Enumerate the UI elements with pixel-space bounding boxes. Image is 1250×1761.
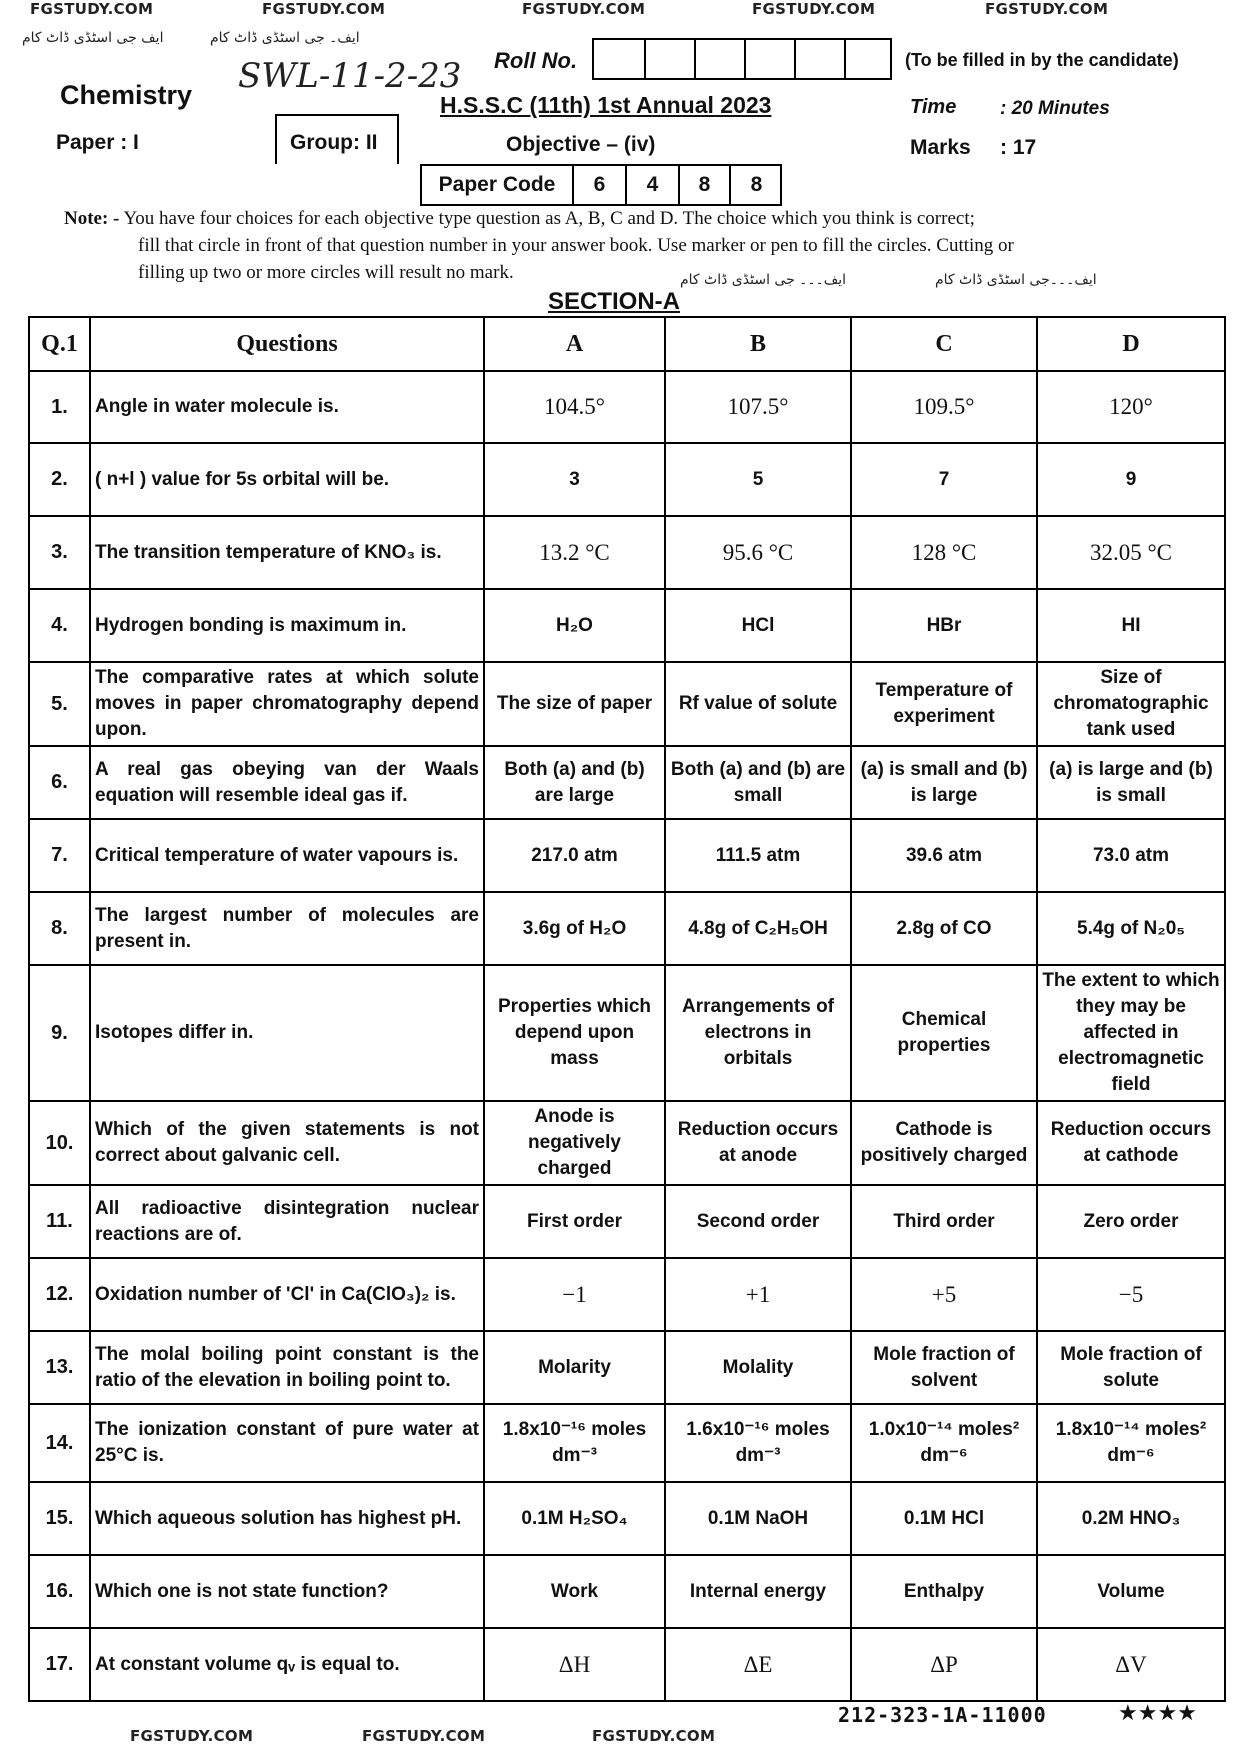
question-text: At constant volume qᵥ is equal to. bbox=[90, 1628, 484, 1701]
option-b: Molality bbox=[665, 1331, 851, 1404]
option-a: 13.2 °C bbox=[484, 516, 665, 589]
question-text: The largest number of molecules are present in. bbox=[90, 892, 484, 965]
roll-label: Roll No. bbox=[494, 48, 578, 73]
paper-code-label: Paper Code bbox=[438, 173, 556, 196]
option-a: H₂O bbox=[484, 589, 665, 662]
paper-label: Paper : I bbox=[56, 131, 139, 154]
fill-note: (To be filled in by the candidate) bbox=[905, 50, 1179, 70]
watermark-top-1: FGSTUDY.COM bbox=[30, 0, 154, 18]
question-row bbox=[29, 589, 1225, 662]
question-number: 6. bbox=[29, 746, 90, 819]
question-number: 15. bbox=[29, 1482, 90, 1555]
header-questions: Questions bbox=[90, 317, 484, 371]
group-label: Group: II bbox=[290, 131, 378, 154]
option-d: Reduction occurs at cathode bbox=[1037, 1101, 1225, 1185]
option-a: Anode is negatively charged bbox=[484, 1101, 665, 1185]
option-d: Zero order bbox=[1037, 1185, 1225, 1258]
question-number: 8. bbox=[29, 892, 90, 965]
option-d: −5 bbox=[1037, 1258, 1225, 1331]
option-a: 3 bbox=[484, 443, 665, 516]
question-number: 11. bbox=[29, 1185, 90, 1258]
question-text: Hydrogen bonding is maximum in. bbox=[90, 589, 484, 662]
watermark-top-4: FGSTUDY.COM bbox=[752, 0, 876, 18]
option-a: −1 bbox=[484, 1258, 665, 1331]
option-d: 1.8x10⁻¹⁴ moles² dm⁻⁶ bbox=[1037, 1404, 1225, 1482]
table-header-row bbox=[29, 317, 1225, 371]
handwritten-code: SWL-11-2-23 bbox=[238, 56, 462, 96]
question-text: Oxidation number of 'Cl' in Ca(ClO₃)₂ is. bbox=[90, 1258, 484, 1331]
board-title: H.S.S.C (11th) 1st Annual 2023 bbox=[440, 92, 772, 118]
question-number: 2. bbox=[29, 443, 90, 516]
question-number: 1. bbox=[29, 371, 90, 443]
question-text: All radioactive disintegration nuclear reactions are of. bbox=[90, 1185, 484, 1258]
option-a: Work bbox=[484, 1555, 665, 1628]
question-text: Critical temperature of water vapours is. bbox=[90, 819, 484, 892]
option-b: 1.6x10⁻¹⁶ moles dm⁻³ bbox=[665, 1404, 851, 1482]
subject-title: Chemistry bbox=[60, 80, 193, 110]
option-d: 73.0 atm bbox=[1037, 819, 1225, 892]
option-c: 1.0x10⁻¹⁴ moles² dm⁻⁶ bbox=[851, 1404, 1037, 1482]
option-c: 2.8g of CO bbox=[851, 892, 1037, 965]
question-row bbox=[29, 746, 1225, 819]
question-row bbox=[29, 443, 1225, 516]
option-c: Third order bbox=[851, 1185, 1037, 1258]
question-row bbox=[29, 965, 1225, 1101]
footer-code: 212-323-1A-11000 bbox=[838, 1703, 1047, 1727]
question-row bbox=[29, 662, 1225, 746]
option-d: 0.2M HNO₃ bbox=[1037, 1482, 1225, 1555]
question-row bbox=[29, 1628, 1225, 1701]
watermark-top-3: FGSTUDY.COM bbox=[522, 0, 646, 18]
roll-number-boxes[interactable] bbox=[592, 38, 892, 80]
question-row bbox=[29, 371, 1225, 443]
option-d: 5.4g of N₂0₅ bbox=[1037, 892, 1225, 965]
option-b: 107.5° bbox=[665, 371, 851, 443]
header-option-b: B bbox=[665, 317, 851, 371]
option-a: Both (a) and (b) are large bbox=[484, 746, 665, 819]
question-row bbox=[29, 1258, 1225, 1331]
question-number: 13. bbox=[29, 1331, 90, 1404]
time-label: Time bbox=[910, 96, 957, 118]
header-option-a: A bbox=[484, 317, 665, 371]
option-d: ΔV bbox=[1037, 1628, 1225, 1701]
option-c: Cathode is positively charged bbox=[851, 1101, 1037, 1185]
marks-value: : 17 bbox=[1000, 136, 1037, 159]
option-b: 95.6 °C bbox=[665, 516, 851, 589]
option-c: 0.1M HCl bbox=[851, 1482, 1037, 1555]
option-a: Properties which depend upon mass bbox=[484, 965, 665, 1101]
paper-code-digit: 8 bbox=[729, 166, 782, 204]
question-number: 9. bbox=[29, 965, 90, 1101]
question-row bbox=[29, 819, 1225, 892]
watermark-top-5: FGSTUDY.COM bbox=[985, 0, 1109, 18]
note-line-2: fill that circle in front of that question number in your answer book. Use marker or pen to fill the circles. Cutting or bbox=[138, 235, 1014, 256]
option-c: Chemical properties bbox=[851, 965, 1037, 1101]
option-b: Reduction occurs at anode bbox=[665, 1101, 851, 1185]
question-row bbox=[29, 516, 1225, 589]
time-value: : 20 Minutes bbox=[1000, 98, 1110, 119]
note-label: Note: - bbox=[64, 208, 120, 229]
option-b: Rf value of solute bbox=[665, 662, 851, 746]
question-text: Isotopes differ in. bbox=[90, 965, 484, 1101]
note-line-1: You have four choices for each objective type question as A, B, C and D. The choice which you think is correct; bbox=[123, 208, 975, 229]
question-text: A real gas obeying van der Waals equation will resemble ideal gas if. bbox=[90, 746, 484, 819]
option-a: The size of paper bbox=[484, 662, 665, 746]
note-line-3: filling up two or more circles will result no mark. bbox=[138, 262, 514, 283]
option-b: HCl bbox=[665, 589, 851, 662]
option-a: First order bbox=[484, 1185, 665, 1258]
option-b: +1 bbox=[665, 1258, 851, 1331]
question-number: 7. bbox=[29, 819, 90, 892]
option-b: Second order bbox=[665, 1185, 851, 1258]
option-a: 1.8x10⁻¹⁶ moles dm⁻³ bbox=[484, 1404, 665, 1482]
paper-code-box bbox=[420, 164, 782, 206]
objective-label: Objective – (iv) bbox=[506, 133, 656, 156]
option-d: HI bbox=[1037, 589, 1225, 662]
option-a: 104.5° bbox=[484, 371, 665, 443]
option-a: Molarity bbox=[484, 1331, 665, 1404]
option-c: ΔP bbox=[851, 1628, 1037, 1701]
option-c: Temperature of experiment bbox=[851, 662, 1037, 746]
option-c: HBr bbox=[851, 589, 1037, 662]
option-c: Mole fraction of solvent bbox=[851, 1331, 1037, 1404]
option-a: 0.1M H₂SO₄ bbox=[484, 1482, 665, 1555]
option-c: 39.6 atm bbox=[851, 819, 1037, 892]
question-row bbox=[29, 1101, 1225, 1185]
question-row bbox=[29, 1185, 1225, 1258]
question-row bbox=[29, 1331, 1225, 1404]
question-text: Which of the given statements is not correct about galvanic cell. bbox=[90, 1101, 484, 1185]
option-b: 4.8g of C₂H₅OH bbox=[665, 892, 851, 965]
question-number: 16. bbox=[29, 1555, 90, 1628]
question-row bbox=[29, 1404, 1225, 1482]
option-b: Arrangements of electrons in orbitals bbox=[665, 965, 851, 1101]
option-d: Volume bbox=[1037, 1555, 1225, 1628]
paper-code-digit: 6 bbox=[572, 166, 625, 204]
question-text: Angle in water molecule is. bbox=[90, 371, 484, 443]
option-b: 5 bbox=[665, 443, 851, 516]
paper-code-digit: 8 bbox=[678, 166, 729, 204]
questions-table bbox=[28, 316, 1226, 1702]
question-text: Which one is not state function? bbox=[90, 1555, 484, 1628]
watermark-urdu-2: ایف۔ جی اسٹڈی ڈاٹ کام bbox=[210, 30, 360, 46]
question-text: The comparative rates at which solute moves in paper chromatography depend upon. bbox=[90, 662, 484, 746]
watermark-urdu-4: ایف۔۔۔جی اسٹڈی ڈاٹ کام bbox=[935, 272, 1097, 288]
watermark-bottom-2: FGSTUDY.COM bbox=[362, 1727, 486, 1745]
option-a: ΔH bbox=[484, 1628, 665, 1701]
watermark-urdu-3: ایف۔۔۔ جی اسٹڈی ڈاٹ کام bbox=[680, 272, 847, 288]
option-c: Enthalpy bbox=[851, 1555, 1037, 1628]
option-a: 217.0 atm bbox=[484, 819, 665, 892]
option-c: 7 bbox=[851, 443, 1037, 516]
option-b: ΔE bbox=[665, 1628, 851, 1701]
question-text: The ionization constant of pure water at 25°C is. bbox=[90, 1404, 484, 1482]
watermark-urdu-1: ایف جی اسٹڈی ڈاٹ کام bbox=[22, 30, 164, 46]
option-c: 128 °C bbox=[851, 516, 1037, 589]
question-text: The molal boiling point constant is the ratio of the elevation in boiling point to. bbox=[90, 1331, 484, 1404]
option-a: 3.6g of H₂O bbox=[484, 892, 665, 965]
watermark-bottom-3: FGSTUDY.COM bbox=[592, 1727, 716, 1745]
question-text: Which aqueous solution has highest pH. bbox=[90, 1482, 484, 1555]
watermark-top-2: FGSTUDY.COM bbox=[262, 0, 386, 18]
question-number: 4. bbox=[29, 589, 90, 662]
option-d: 120° bbox=[1037, 371, 1225, 443]
marks-label: Marks bbox=[910, 136, 971, 159]
option-d: 32.05 °C bbox=[1037, 516, 1225, 589]
question-number: 5. bbox=[29, 662, 90, 746]
header-option-d: D bbox=[1037, 317, 1225, 371]
section-title: SECTION-A bbox=[548, 288, 680, 315]
question-number: 14. bbox=[29, 1404, 90, 1482]
question-text: The transition temperature of KNO₃ is. bbox=[90, 516, 484, 589]
question-number: 12. bbox=[29, 1258, 90, 1331]
option-c: 109.5° bbox=[851, 371, 1037, 443]
question-row bbox=[29, 892, 1225, 965]
option-c: +5 bbox=[851, 1258, 1037, 1331]
option-d: (a) is large and (b) is small bbox=[1037, 746, 1225, 819]
option-d: Mole fraction of solute bbox=[1037, 1331, 1225, 1404]
question-row bbox=[29, 1482, 1225, 1555]
option-b: 111.5 atm bbox=[665, 819, 851, 892]
footer-stars: ★★★★ bbox=[1118, 1700, 1197, 1725]
header-option-c: C bbox=[851, 317, 1037, 371]
watermark-bottom-1: FGSTUDY.COM bbox=[130, 1727, 254, 1745]
question-number: 3. bbox=[29, 516, 90, 589]
option-b: Both (a) and (b) are small bbox=[665, 746, 851, 819]
option-b: 0.1M NaOH bbox=[665, 1482, 851, 1555]
option-d: Size of chromatographic tank used bbox=[1037, 662, 1225, 746]
option-c: (a) is small and (b) is large bbox=[851, 746, 1037, 819]
paper-code-digit: 4 bbox=[625, 166, 678, 204]
option-d: 9 bbox=[1037, 443, 1225, 516]
question-text: ( n+l ) value for 5s orbital will be. bbox=[90, 443, 484, 516]
option-b: Internal energy bbox=[665, 1555, 851, 1628]
question-row bbox=[29, 1555, 1225, 1628]
question-number: 17. bbox=[29, 1628, 90, 1701]
question-number: 10. bbox=[29, 1101, 90, 1185]
option-d: The extent to which they may be affected in electromagnetic field bbox=[1037, 965, 1225, 1101]
header-q1: Q.1 bbox=[29, 317, 90, 371]
